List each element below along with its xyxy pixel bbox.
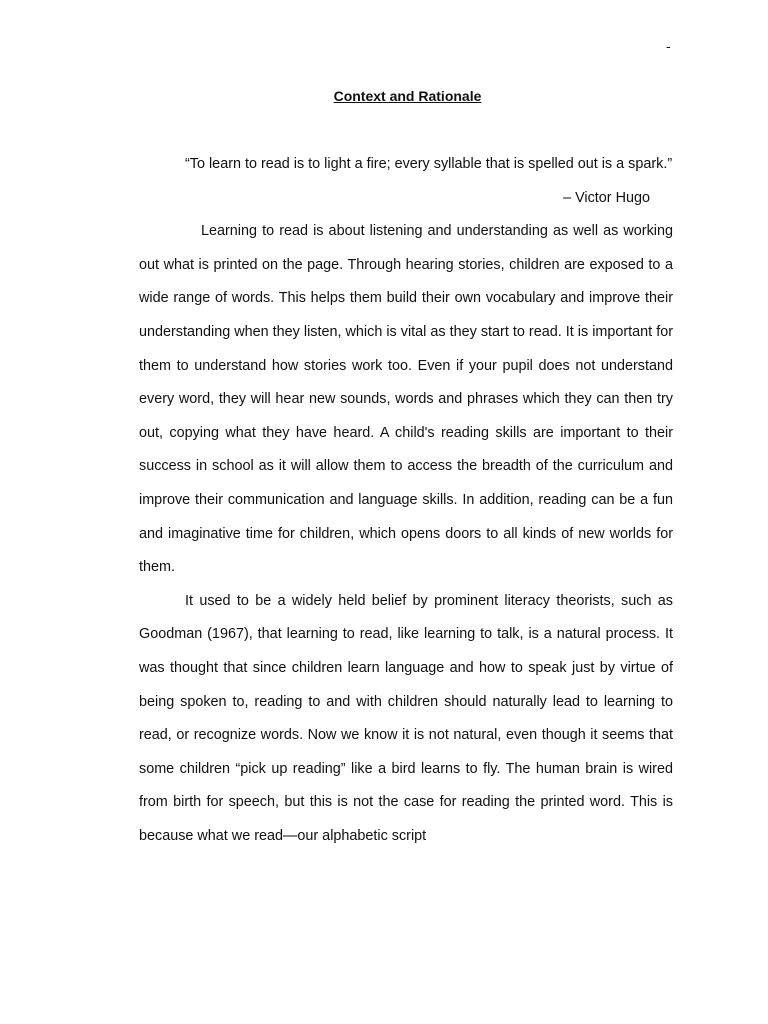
epigraph-quote: “To learn to read is to light a fire; every syllable that is spelled out is a spark.” xyxy=(185,156,673,172)
paragraph-1: Learning to read is about listening and understanding as well as working out what is printed on the page. Through hearing stories, children are exposed to a wide range of words. This helps them build their own vocabulary and improve their understanding when they listen, which is vital as they start to read. It is important for them to understand how stories work too. Even if your pupil does not understand every word, they will hear new sounds, words and phrases which they can then try out, copying what they have heard. A child's reading skills are important to their success in school as it will allow them to access the breadth of the curriculum and improve their communication and language skills. In addition, reading can be a fun and imaginative time for children, which opens doors to all kinds of new worlds for them. xyxy=(139,223,673,576)
quote-attribution: – Victor Hugo xyxy=(563,189,650,206)
section-title: Context and Rationale xyxy=(333,88,482,104)
paragraph-2: It used to be a widely held belief by prominent literacy theorists, such as Goodman (1967), that learning to read, like learning to talk, is a natural process. It was thought that since children learn language and how to speak just by virtue of being spoken to, reading to and with children should naturally lead to learning to read, or recognize words. Now we know it is not natural, even though it seems that some children “pick up reading” like a bird learns to fly. The human brain is wired from birth for speech, but this is not the case for reading the printed word. This is because what we read—our alphabetic script xyxy=(139,592,673,844)
page-mark: - xyxy=(666,38,671,54)
body-text xyxy=(139,148,673,853)
